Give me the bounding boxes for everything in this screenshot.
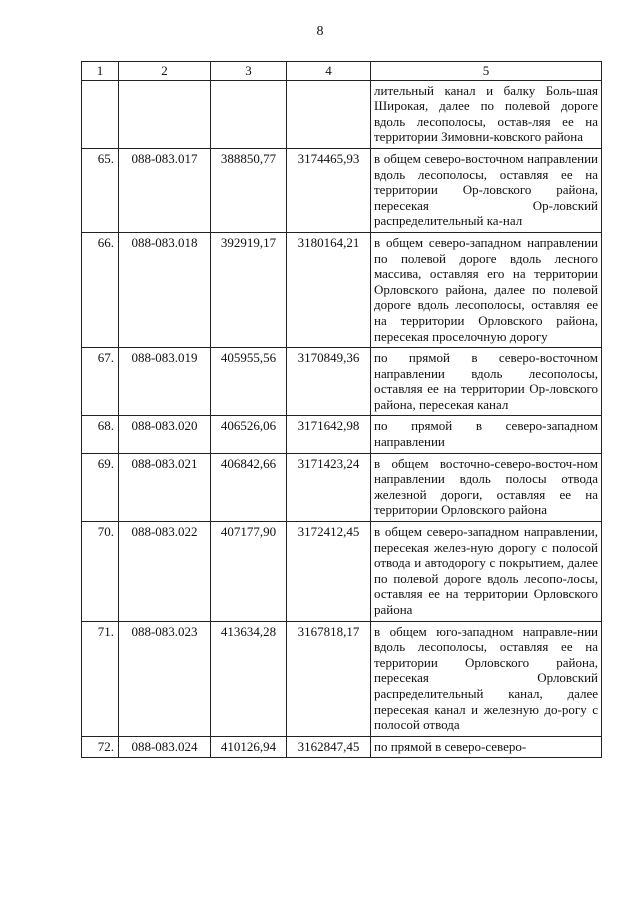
table-row — [82, 736, 602, 758]
column-header: 2 — [119, 62, 211, 81]
x-coordinate-cell: 407177,90 — [211, 522, 287, 622]
table-row — [82, 348, 602, 416]
point-id-cell: 088-083.018 — [119, 232, 211, 347]
column-header: 1 — [82, 62, 119, 81]
description-cell: в общем северо-западном направлении, пересекая желез-ную дорогу с полосой отвода и автодорогу с покрытием, далее по полевой дороге вдоль лесопо-лосы, оставляя ее на территории Орловского района — [371, 522, 602, 622]
y-coordinate-cell: 3172412,45 — [287, 522, 371, 622]
row-number-cell: 65. — [82, 148, 119, 232]
row-number-cell: 67. — [82, 348, 119, 416]
boundary-table — [81, 61, 602, 758]
x-coordinate-cell: 405955,56 — [211, 348, 287, 416]
description-cell: в общем восточно-северо-восточ-ном направлении вдоль полосы отвода железной дороги, оставляя ее на территории Орловского района — [371, 453, 602, 521]
description-cell: по прямой в северо-западном направлении — [371, 416, 602, 453]
y-coordinate-cell: 3170849,36 — [287, 348, 371, 416]
y-coordinate-cell: 3171642,98 — [287, 416, 371, 453]
column-header: 3 — [211, 62, 287, 81]
description-cell: лительный канал и балку Боль-шая Широкая, далее по полевой дороге вдоль лесополосы, остав-ляя ее на территории Зимовни-ковского района — [371, 80, 602, 148]
table-row — [82, 522, 602, 622]
point-id-cell: 088-083.017 — [119, 148, 211, 232]
x-coordinate-cell: 406526,06 — [211, 416, 287, 453]
row-number-cell: 72. — [82, 736, 119, 758]
description-cell: в общем северо-восточном направлении вдоль лесополосы, оставляя ее на территории Ор-ловского района, пересекая Ор-ловский распределительный ка-нал — [371, 148, 602, 232]
point-id-cell: 088-083.020 — [119, 416, 211, 453]
table-header-row — [82, 62, 602, 81]
description-cell: в общем северо-западном направлении по полевой дороге вдоль лесного массива, оставляя его на территории Орловского района, далее по полевой дороге вдоль лесополосы, оставляя ее на территории Орловского района, пересекая проселочную дорогу — [371, 232, 602, 347]
point-id-cell: 088-083.022 — [119, 522, 211, 622]
description-cell: по прямой в северо-северо- — [371, 736, 602, 758]
point-id-cell: 088-083.024 — [119, 736, 211, 758]
x-coordinate-cell: 410126,94 — [211, 736, 287, 758]
point-id-cell: 088-083.019 — [119, 348, 211, 416]
table-row — [82, 148, 602, 232]
y-coordinate-cell: 3180164,21 — [287, 232, 371, 347]
row-number-cell: 69. — [82, 453, 119, 521]
row-number-cell: 68. — [82, 416, 119, 453]
x-coordinate-cell: 406842,66 — [211, 453, 287, 521]
table-row — [82, 232, 602, 347]
point-id-cell: 088-083.023 — [119, 621, 211, 736]
y-coordinate-cell: 3174465,93 — [287, 148, 371, 232]
page-number: 8 — [316, 24, 324, 39]
y-coordinate-cell: 3171423,24 — [287, 453, 371, 521]
table-row — [82, 453, 602, 521]
description-cell: по прямой в северо-восточном направлении вдоль лесополосы, оставляя ее на территории Ор-ловского района, пересекая канал — [371, 348, 602, 416]
point-id-cell: 088-083.021 — [119, 453, 211, 521]
x-coordinate-cell: 388850,77 — [211, 148, 287, 232]
x-coordinate-cell: 392919,17 — [211, 232, 287, 347]
y-coordinate-cell: 3162847,45 — [287, 736, 371, 758]
table-row-continuation — [82, 80, 602, 148]
row-number-cell: 66. — [82, 232, 119, 347]
column-header: 5 — [371, 62, 602, 81]
column-header: 4 — [287, 62, 371, 81]
y-coordinate-cell: 3167818,17 — [287, 621, 371, 736]
x-coordinate-cell: 413634,28 — [211, 621, 287, 736]
row-number-cell: 71. — [82, 621, 119, 736]
table-row — [82, 621, 602, 736]
row-number-cell: 70. — [82, 522, 119, 622]
description-cell: в общем юго-западном направле-нии вдоль лесополосы, оставляя ее на территории Орловского района, пересекая Орловский распределительный канал, далее пересекая канал и железную до-рогу с полосой отвода — [371, 621, 602, 736]
table-row — [82, 416, 602, 453]
